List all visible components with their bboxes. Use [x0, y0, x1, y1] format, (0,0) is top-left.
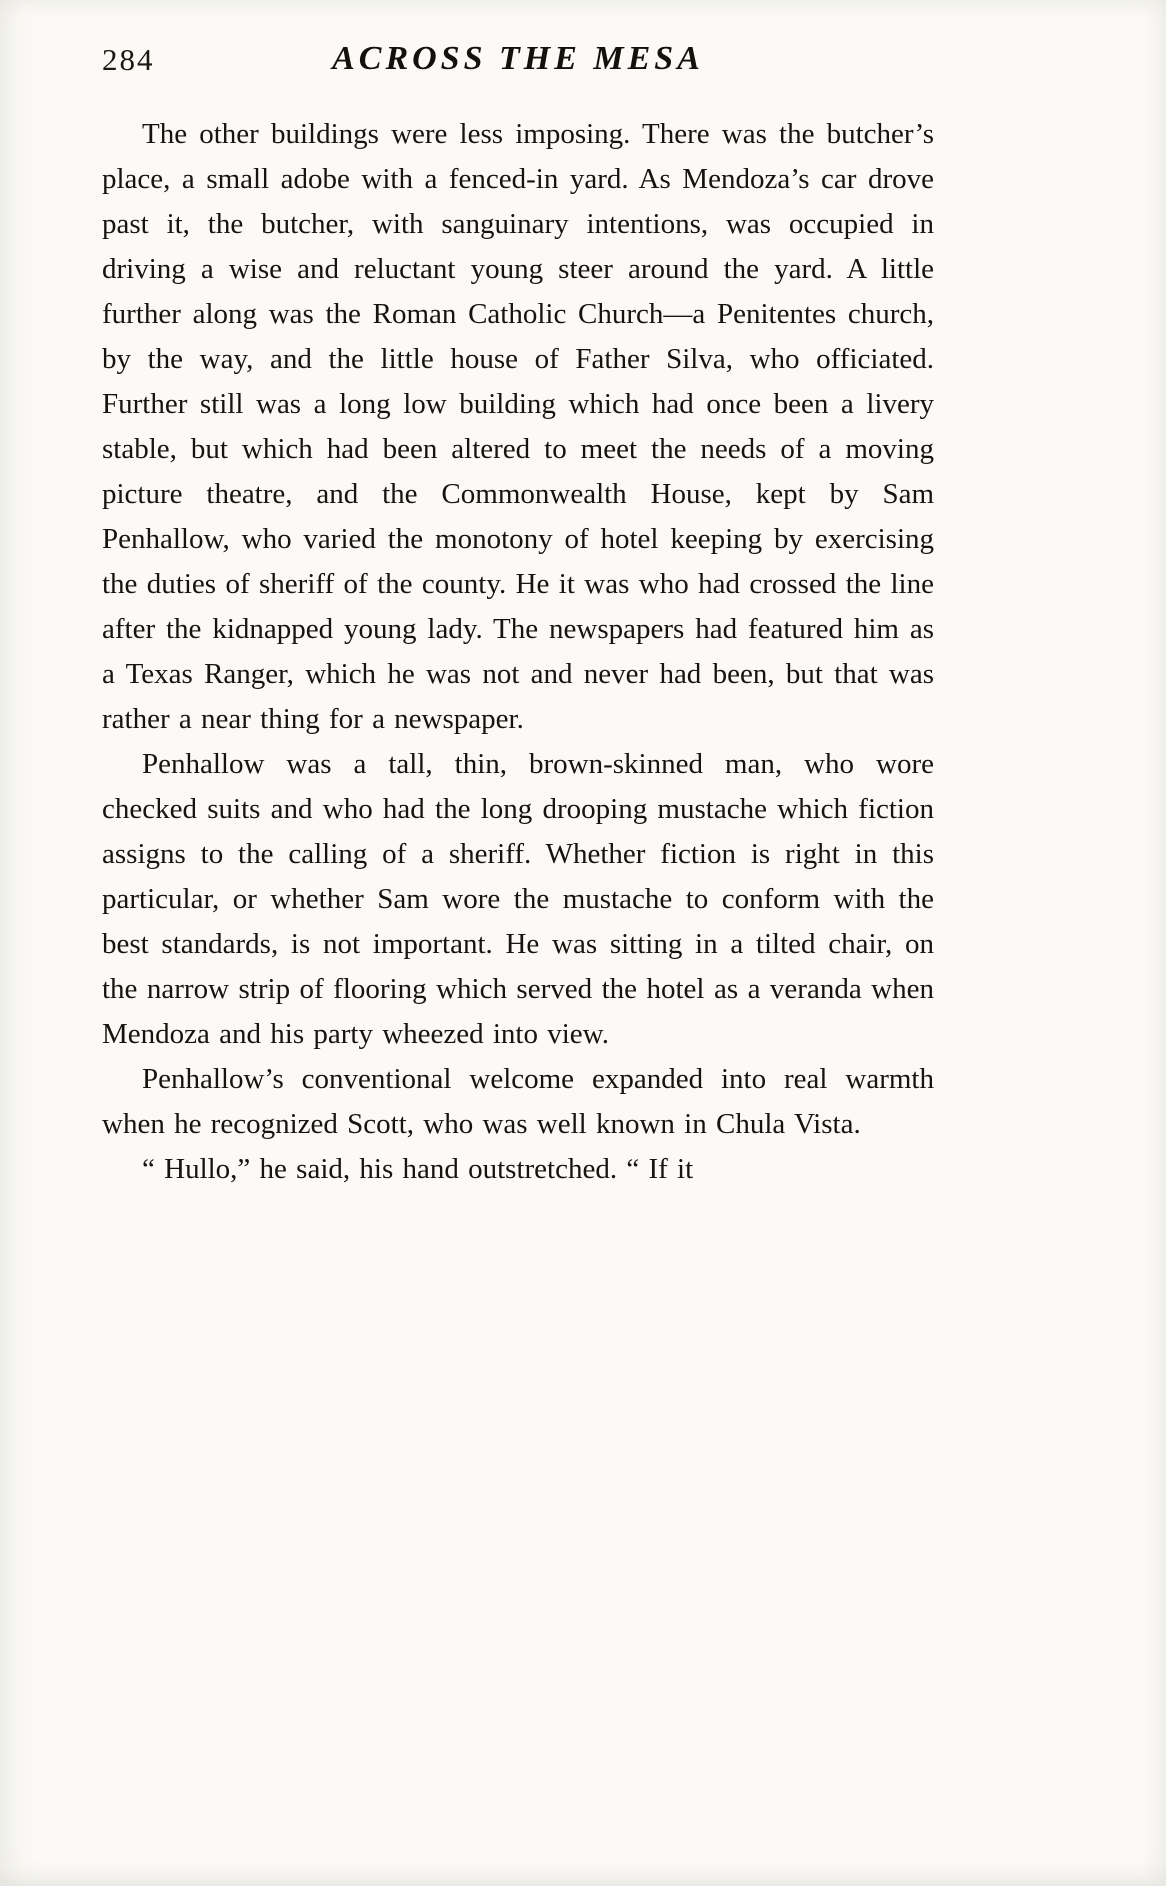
paragraph-2: Penhallow was a tall, thin, brown-skinned man, who wore checked suits and who had the long drooping mustache which fiction assigns to the calling of a sheriff. Whether fiction is right in this particular, or whether Sam wore the mustache to conform with the best standards, is not important. He was sitting in a tilted chair, on the narrow strip of flooring which served the hotel as a veranda when Mendoza and his party wheezed into view.	[102, 748, 934, 1050]
text-column	[102, 0, 934, 1192]
page-number: 284	[102, 42, 155, 77]
paragraph-1: The other buildings were less imposing. There was the butcher’s place, a small adobe with a fenced-in yard. As Mendoza’s car drove past it, the butcher, with sanguinary intentions, was occupied in driving a wise and reluctant young steer around the yard. A little further along was the Roman Catholic Church—a Penitentes church, by the way, and the little house of Father Silva, who officiated. Further still was a long low building which had once been a livery stable, but which had been altered to meet the needs of a moving picture theatre, and the Commonwealth House, kept by Sam Penhallow, who varied the monotony of hotel keeping by exercising the duties of sheriff of the county. He it was who had crossed the line after the kidnapped young lady. The newspapers had featured him as a Texas Ranger, which he was not and never had been, but that was rather a near thing for a newspaper.	[102, 118, 934, 735]
paragraph-3: Penhallow’s conventional welcome expanded into real warmth when he recognized Scott, who was well known in Chula Vista.	[102, 1063, 934, 1140]
paragraph-4: “ Hullo,” he said, his hand outstretched. “ If it	[142, 1153, 694, 1185]
running-title: ACROSS THE MESA	[332, 40, 704, 77]
page-header	[102, 40, 934, 98]
page-body	[102, 112, 934, 1192]
